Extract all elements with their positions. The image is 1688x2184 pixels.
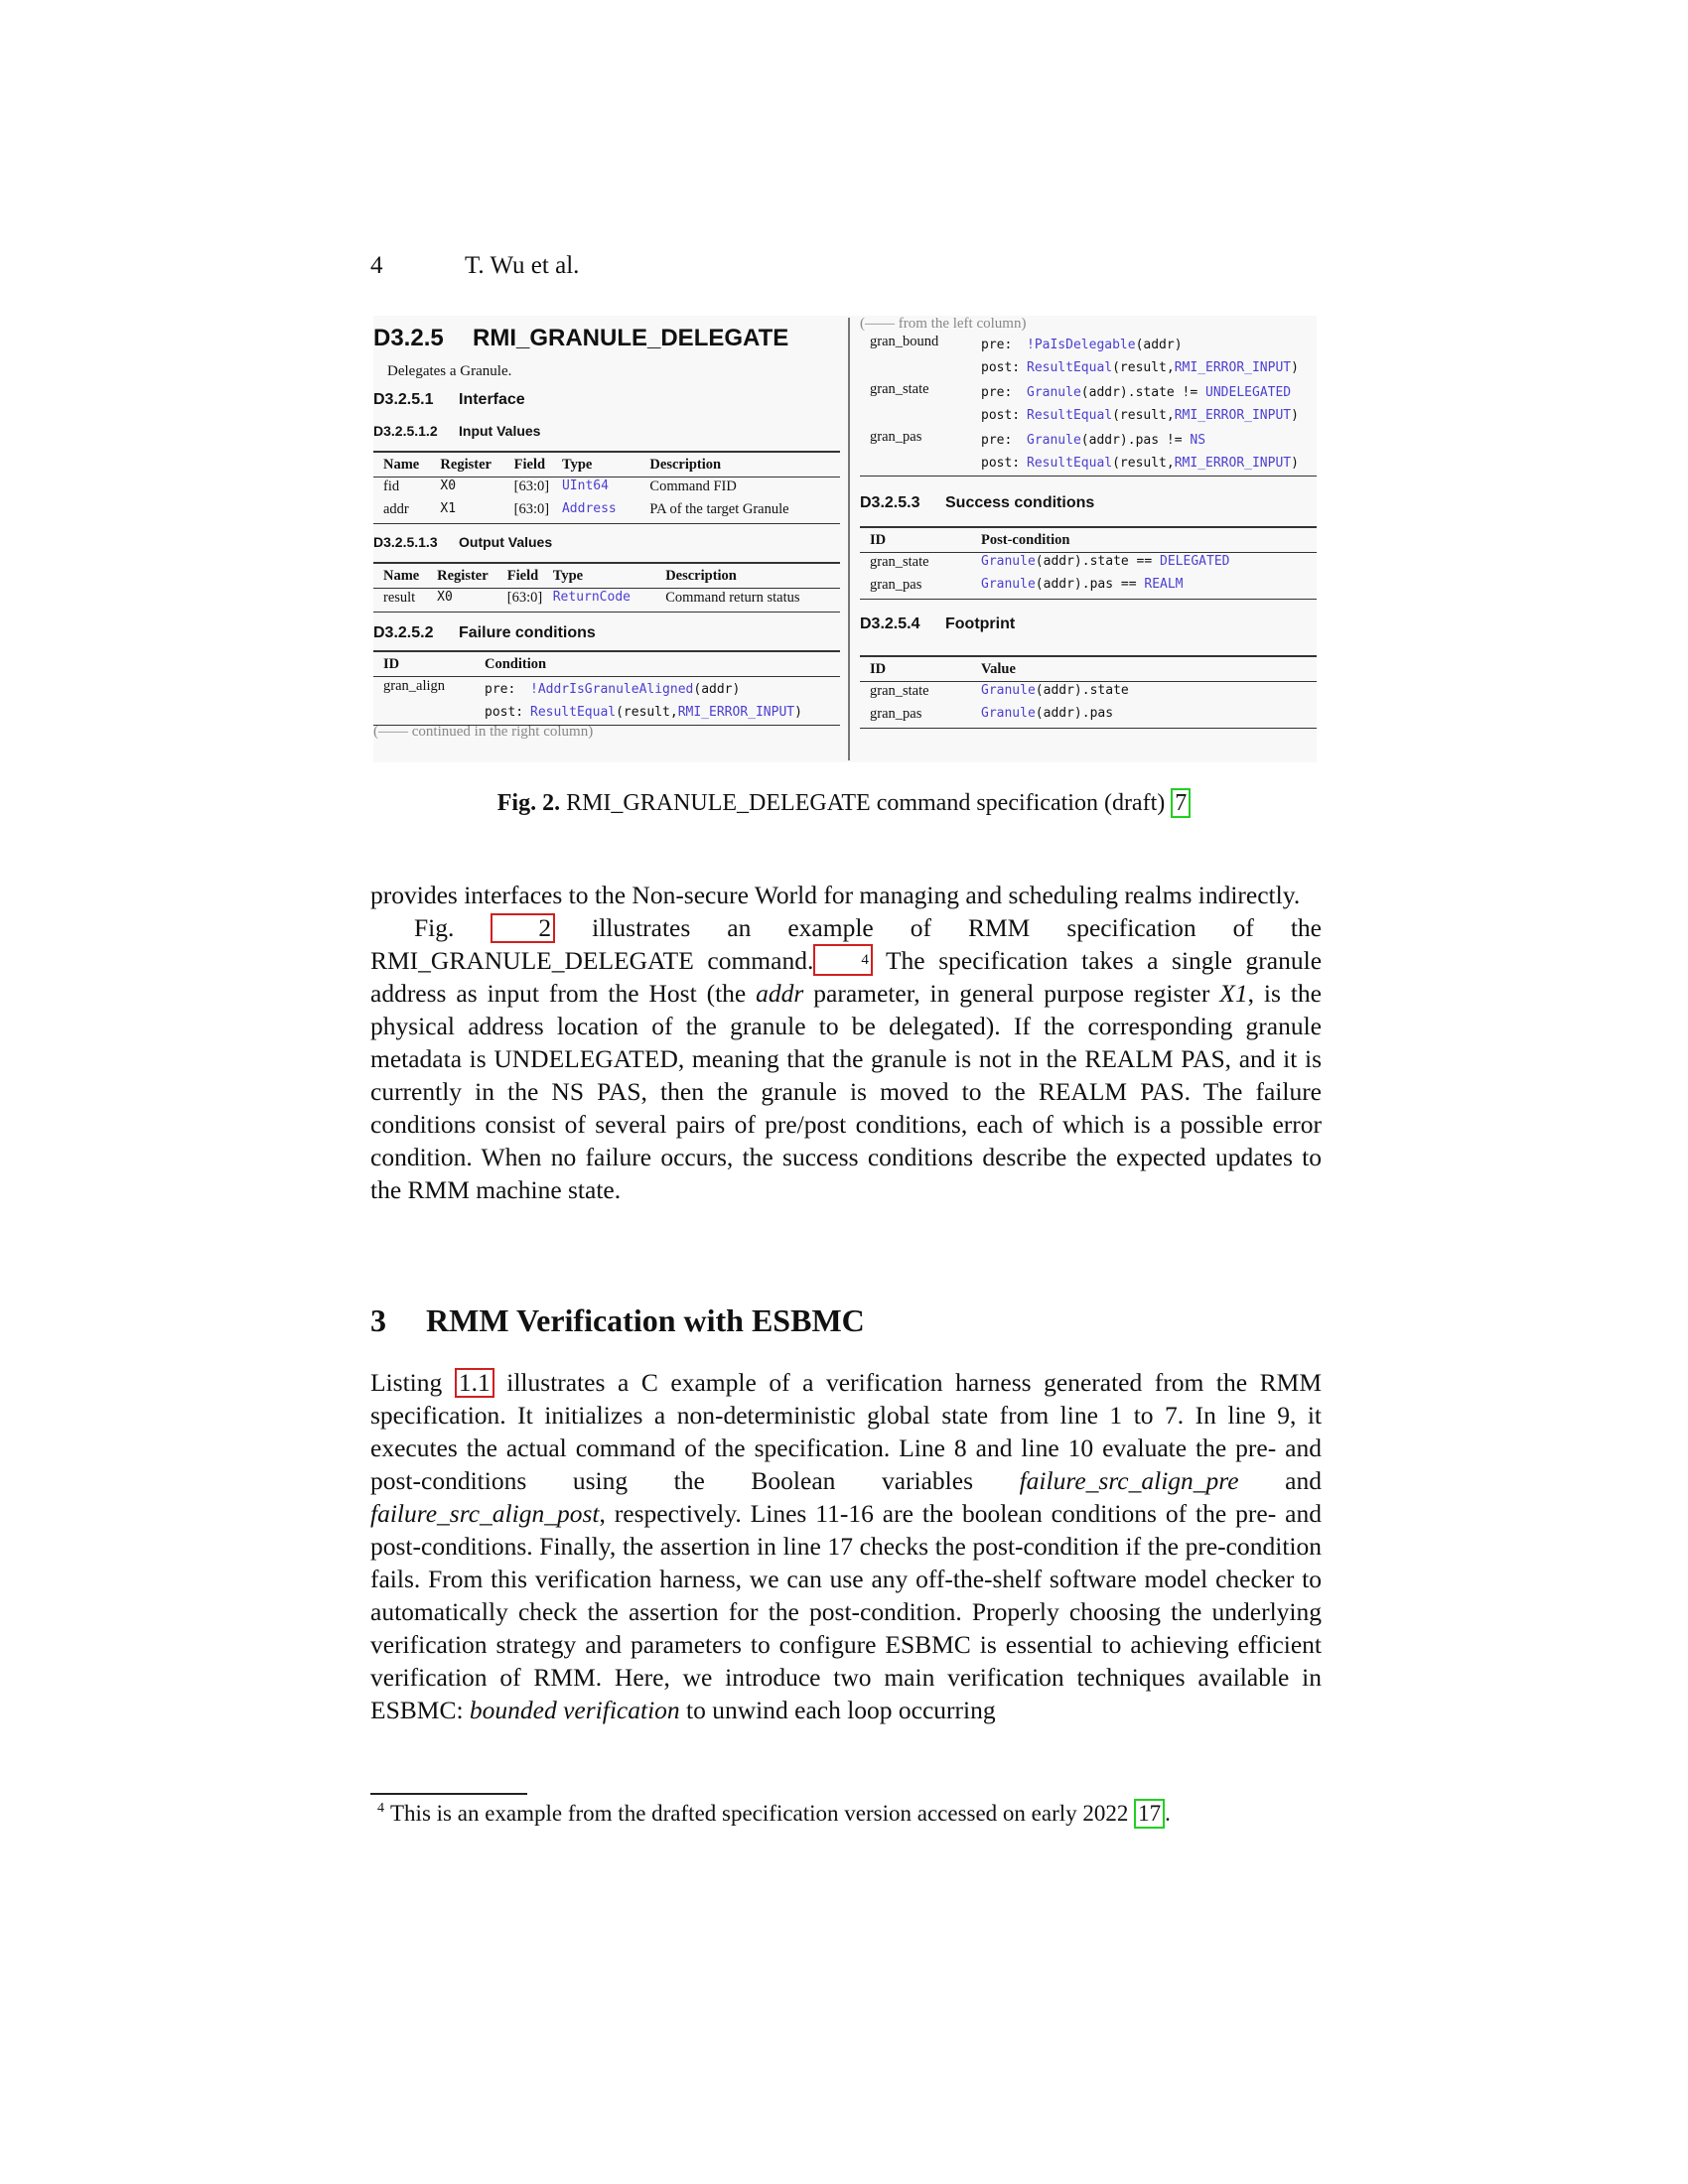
table-header-row [860, 527, 1317, 553]
footnote-text: This is an example from the drafted specification version accessed on early 2022 [390, 1801, 1135, 1826]
table-row [373, 478, 840, 501]
table-row [860, 576, 1317, 600]
post-constant: RMI_ERROR_INPUT [1174, 456, 1292, 471]
footprint-heading [860, 612, 1317, 637]
section-title: RMM Verification with ESBMC [426, 1302, 865, 1338]
paragraph-2 [370, 911, 1322, 1206]
cell-condition [971, 380, 1317, 428]
from-left-note: (—— from the left column) [860, 316, 1027, 332]
emphasis: addr [756, 979, 804, 1008]
post-condition [485, 701, 834, 724]
input-values-number: D3.2.5.1.2 [373, 423, 438, 439]
post-condition [981, 404, 1311, 427]
col-id: ID [860, 527, 971, 553]
text: The specification takes a single granule address as input from the Host (the [370, 946, 1323, 1008]
cell-type: Address [562, 500, 639, 524]
emphasis: X1 [1219, 979, 1248, 1008]
pre-constant: NS [1190, 433, 1206, 448]
paragraph-3 [370, 1366, 1322, 1726]
pre-function: Granule [1027, 433, 1081, 448]
col-name: Name [373, 563, 437, 589]
body-paragraphs [370, 879, 1322, 1206]
expression: (addr).state [1035, 683, 1129, 698]
post-condition [981, 356, 1311, 379]
table-row [373, 589, 840, 613]
pre-condition [485, 678, 834, 701]
post-close: ) [794, 705, 802, 720]
cell-id: gran_pas [860, 705, 971, 729]
negation: ! [530, 682, 538, 697]
emphasis: failure_src_align_pre [1019, 1466, 1239, 1495]
section-paragraph [370, 1366, 1322, 1726]
citation-link[interactable]: 17 [1134, 1799, 1165, 1829]
table-row [860, 682, 1317, 706]
cell-type: ReturnCode [553, 589, 655, 613]
col-name: Name [373, 452, 440, 478]
post-args: (result, [1112, 360, 1175, 375]
footnote-ref-link[interactable]: 4 [813, 944, 873, 976]
output-values-table [373, 562, 840, 613]
failure-conditions-table [373, 650, 840, 726]
post-function: ResultEqual [1027, 360, 1113, 375]
table-row [373, 677, 840, 726]
table-row [860, 333, 1317, 380]
expression: (addr).state == [1035, 554, 1161, 569]
cell-post-condition [971, 576, 1317, 600]
interface-number: D3.2.5.1 [373, 391, 434, 408]
col-field: Field [514, 452, 562, 478]
spec-title-text: RMI_GRANULE_DELEGATE [473, 325, 789, 351]
cell-condition [475, 677, 840, 726]
function: Granule [981, 706, 1036, 721]
failure-conditions-heading [373, 620, 840, 646]
cell-field: [63:0] [513, 478, 550, 494]
post-function: ResultEqual [530, 705, 617, 720]
failure-conditions-continued-table [860, 333, 1317, 477]
input-values-table [373, 451, 840, 524]
output-values-number: D3.2.5.1.3 [373, 534, 438, 550]
expression: (addr).pas == [1035, 577, 1145, 592]
col-post-condition: Post-condition [971, 527, 1317, 553]
function: Granule [981, 554, 1036, 569]
col-condition: Condition [475, 651, 840, 677]
page-number: 4 [370, 252, 383, 279]
constant: REALM [1144, 577, 1184, 592]
cell-field: [63:0] [507, 589, 553, 613]
pre-args: (addr).pas != [1080, 433, 1191, 448]
pre-condition [981, 429, 1311, 452]
table-row [860, 705, 1317, 729]
pre-keyword: pre: [981, 433, 1013, 448]
cell-condition [971, 333, 1317, 380]
cell-type: UInt64 [561, 478, 609, 493]
text: to unwind each loop occurring [679, 1696, 996, 1724]
cell-name: addr [373, 500, 440, 524]
negation: ! [1027, 338, 1035, 352]
cell-id: gran_pas [860, 576, 971, 600]
post-keyword: post: [485, 705, 524, 720]
post-constant: RMI_ERROR_INPUT [677, 705, 795, 720]
pre-args: (addr).state != [1080, 385, 1206, 400]
col-description: Description [639, 452, 840, 478]
footnote [377, 1799, 1171, 1829]
citation-link[interactable]: 7 [1171, 788, 1191, 818]
footprint-number: D3.2.5.4 [860, 615, 920, 632]
cell-id: gran_pas [860, 428, 971, 477]
pre-function: Granule [1027, 385, 1081, 400]
col-register: Register [440, 452, 513, 478]
post-keyword: post: [981, 456, 1021, 471]
interface-heading [373, 387, 840, 413]
post-function: ResultEqual [1027, 408, 1113, 423]
caption-text: RMI_GRANULE_DELEGATE command specification (draft) [566, 790, 1166, 816]
figure-right-column [860, 316, 1317, 729]
cell-description: Command return status [655, 589, 840, 613]
spec-description: Delegates a Granule. [387, 363, 512, 379]
pre-keyword: pre: [485, 682, 516, 697]
function: Granule [981, 577, 1036, 592]
success-conditions-title: Success conditions [945, 494, 1095, 511]
text: and [1238, 1466, 1322, 1495]
footprint-table [860, 655, 1317, 729]
col-type: Type [553, 563, 655, 589]
post-args: (result, [1112, 408, 1175, 423]
cell-id: gran_state [870, 554, 929, 570]
emphasis: failure_src_align_post [370, 1499, 600, 1528]
post-condition [981, 452, 1311, 475]
cell-id: gran_bound [870, 334, 939, 349]
output-values-title: Output Values [459, 534, 553, 550]
output-values-heading [373, 530, 840, 554]
post-close: ) [1291, 408, 1299, 423]
col-id: ID [373, 651, 475, 677]
col-field: Field [507, 563, 553, 589]
pre-function: AddrIsGranuleAligned [537, 682, 694, 697]
table-row [373, 500, 840, 524]
pre-keyword: pre: [981, 385, 1013, 400]
text: illustrates an example of RMM specification of the RMI_GRANULE_DELEGATE command. [370, 913, 1322, 975]
post-args: (result, [616, 705, 678, 720]
text: , is the physical address location of the granule to be delegated). If the corresponding granule metadata is UNDELEGATED, meaning that the granule is not in the REALM PAS, and it is currently in the NS PAS, then the granule is moved to the REALM PAS. The failure conditions consist of several pairs of pre/post conditions, each of which is a possible error condition. When no failure occurs, the success conditions describe the expected updates to the RMM machine state. [370, 979, 1322, 1204]
cell-id: gran_state [870, 683, 929, 699]
failure-conditions-title: Failure conditions [459, 624, 596, 641]
expression: (addr).pas [1035, 706, 1114, 721]
paragraph-1: provides interfaces to the Non-secure World for managing and scheduling realms indirectly. [370, 881, 1301, 909]
post-keyword: post: [981, 360, 1021, 375]
success-conditions-heading [860, 490, 1317, 516]
pre-condition [981, 334, 1311, 356]
text: illustrates a C example of a verification harness generated from the RMM specification. It initializes a non-deterministic global state from line 1 to 7. In line 9, it executes the actual command of the specification. Line 8 and line 10 evaluate the pre- and post-conditions using the Boolean variables [370, 1368, 1322, 1495]
post-constant: RMI_ERROR_INPUT [1174, 360, 1292, 375]
listing-ref-link[interactable]: 1.1 [455, 1368, 494, 1398]
col-register: Register [437, 563, 507, 589]
post-function: ResultEqual [1027, 456, 1113, 471]
cell-field: [63:0] [514, 500, 562, 524]
table-header-row [373, 563, 840, 589]
cell-register: X0 [437, 589, 507, 613]
pre-function: PaIsDelegable [1034, 338, 1136, 352]
post-close: ) [1291, 360, 1299, 375]
spec-title-number: D3.2.5 [373, 325, 444, 351]
text: parameter, in general purpose register [803, 979, 1220, 1008]
col-description: Description [655, 563, 840, 589]
text: Fig. [414, 913, 492, 942]
cell-name: fid [383, 478, 400, 494]
footprint-title: Footprint [945, 615, 1016, 632]
input-values-title: Input Values [459, 423, 541, 439]
interface-title: Interface [459, 391, 525, 408]
pre-keyword: pre: [981, 338, 1013, 352]
continued-note: (—— continued in the right column) [373, 724, 594, 740]
post-keyword: post: [981, 408, 1021, 423]
cell-id: gran_state [870, 381, 929, 397]
col-value: Value [971, 656, 1317, 682]
section-heading [370, 1302, 865, 1339]
table-row [860, 428, 1317, 477]
cell-name: result [373, 589, 437, 613]
post-constant: RMI_ERROR_INPUT [1174, 408, 1292, 423]
caption-label: Fig. 2. [496, 790, 561, 816]
success-conditions-number: D3.2.5.3 [860, 494, 920, 511]
cell-id: gran_align [373, 677, 475, 726]
post-close: ) [1291, 456, 1299, 471]
pre-condition [981, 381, 1311, 404]
running-authors: T. Wu et al. [465, 252, 580, 279]
column-divider [848, 318, 850, 760]
table-header-row [373, 452, 840, 478]
figure-left-column [373, 316, 840, 741]
cell-description: PA of the target Granule [639, 500, 840, 524]
constant: DELEGATED [1160, 554, 1230, 569]
footnote-rule [370, 1793, 527, 1795]
footnote-mark: 4 [377, 1801, 384, 1817]
table-row [860, 380, 1317, 428]
pre-args: (addr) [693, 682, 741, 697]
footnote-end: . [1165, 1801, 1171, 1826]
cell-value [971, 682, 1317, 706]
input-values-heading [373, 419, 840, 443]
col-id: ID [860, 656, 971, 682]
failure-conditions-number: D3.2.5.2 [373, 624, 434, 641]
pre-args: (addr) [1135, 338, 1183, 352]
running-header [370, 252, 579, 280]
pre-constant: UNDELEGATED [1205, 385, 1292, 400]
figure-ref-link[interactable]: 2 [491, 913, 555, 943]
cell-value [971, 705, 1317, 729]
cell-post-condition [971, 553, 1317, 577]
text: , respectively. Lines 11-16 are the boolean conditions of the pre- and post-conditions. Finally, the assertion in line 17 checks the post-condition if the pre-condition fails. From this verification harness, we can use any off-the-shelf software model checker to automatically check the assertion for the post-condition. Properly choosing the underlying verification strategy and parameters to configure ESBMC is essential to achieving efficient verification of RMM. Here, we introduce two main verification techniques available in ESBMC: [370, 1499, 1322, 1724]
text: Listing [370, 1368, 455, 1397]
figure-spec [373, 316, 1317, 762]
cell-register: X1 [440, 500, 513, 524]
success-conditions-table [860, 526, 1317, 600]
table-row [860, 553, 1317, 577]
cell-description: Command FID [649, 478, 737, 494]
table-header-row [373, 651, 840, 677]
table-header-row [860, 656, 1317, 682]
function: Granule [981, 683, 1036, 698]
col-type: Type [562, 452, 639, 478]
section-number: 3 [370, 1302, 386, 1338]
cell-condition [971, 428, 1317, 477]
post-args: (result, [1112, 456, 1175, 471]
figure-caption [0, 788, 1688, 818]
emphasis: bounded verification [469, 1696, 680, 1724]
spec-title [373, 322, 840, 355]
cell-register: X0 [440, 478, 457, 493]
